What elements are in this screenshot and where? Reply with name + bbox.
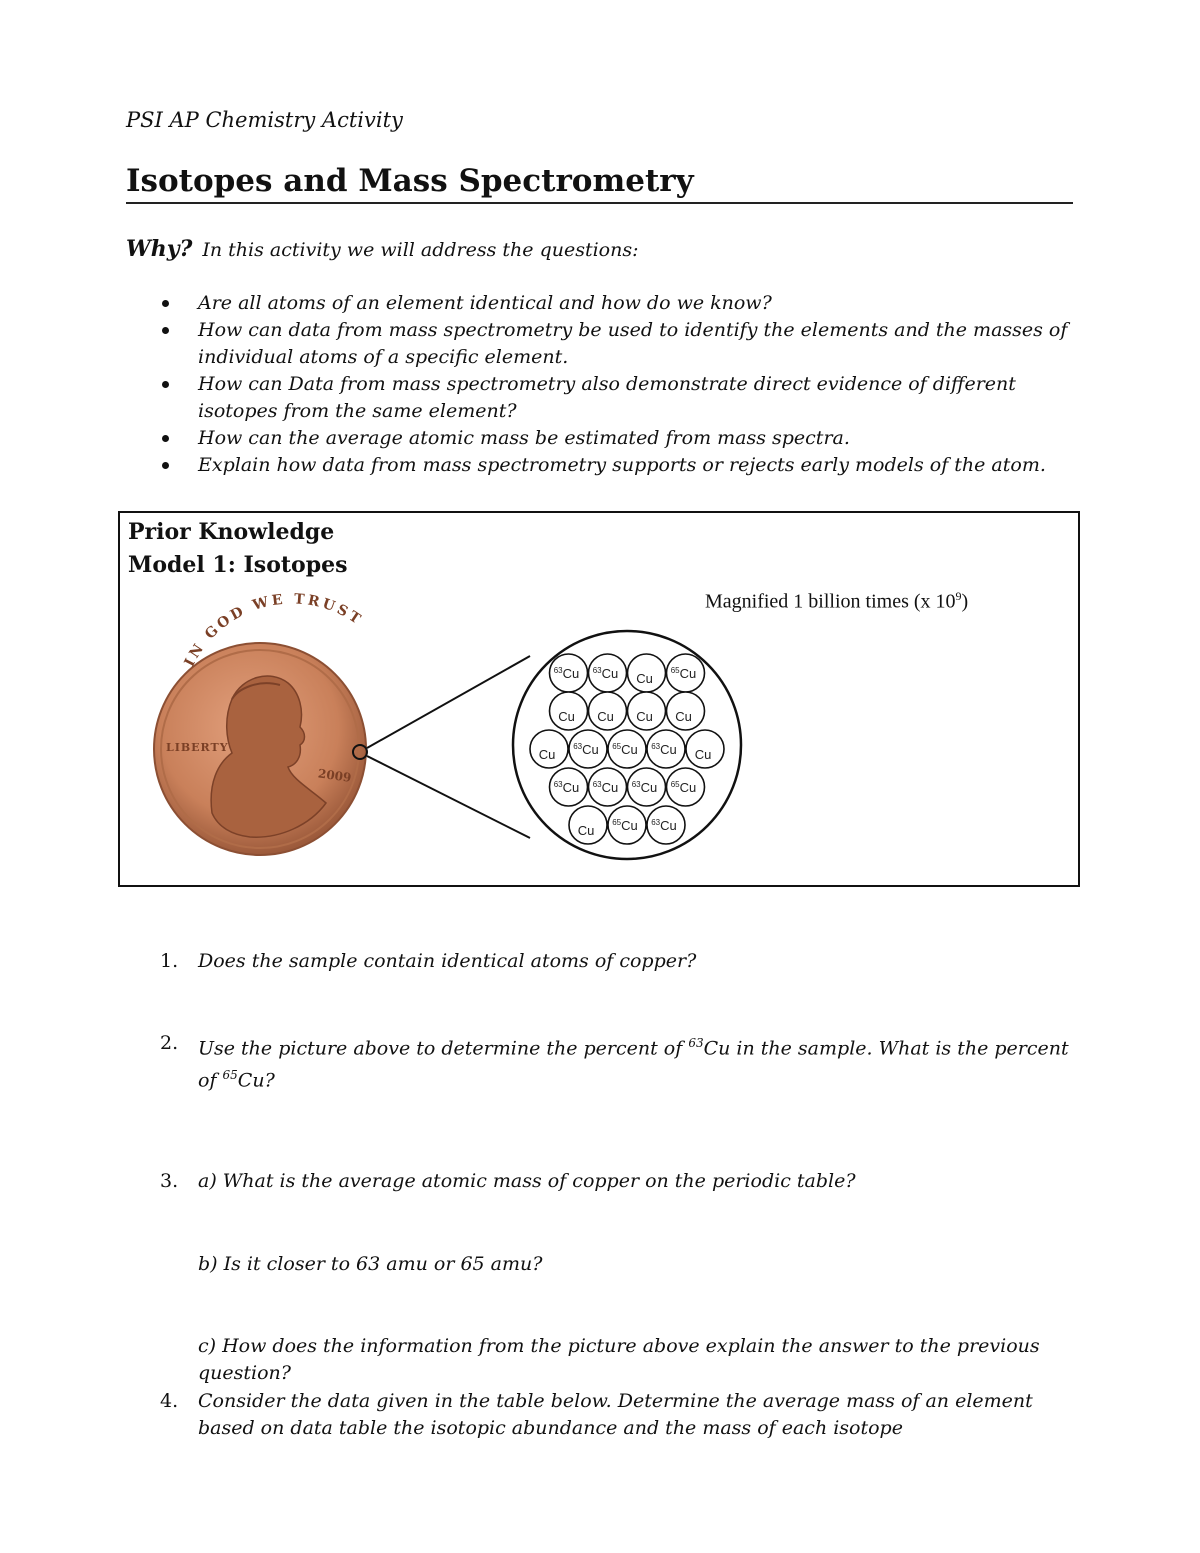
why-label: Why? <box>126 236 193 262</box>
cu-atom-label: Cu <box>577 823 595 838</box>
cu-atom-label: Cu <box>538 747 556 762</box>
list-item: Are all atoms of an element identical and how do we know? <box>160 290 1080 317</box>
cu-atom <box>628 654 666 692</box>
bullet-icon <box>162 327 169 334</box>
question-4: 4. Consider the data given in the table below. Determine the average mass of an element based on data table the isotopic abundance and the mass of each isotope <box>160 1390 1033 1439</box>
prior-knowledge-heading: Prior Knowledge <box>128 519 335 545</box>
cu-atom-label: $^{65}$Cu <box>670 780 697 795</box>
cu-atom <box>686 730 724 768</box>
cu-atom <box>550 692 588 730</box>
list-item: Explain how data from mass spectrometry supports or rejects early models of the atom. <box>160 452 1080 479</box>
cu-atom <box>667 654 705 692</box>
cu-atom-label: $^{65}$Cu <box>612 818 638 833</box>
cu-atom-label: $^{63}$Cu <box>651 742 677 757</box>
cu-atom <box>608 730 646 768</box>
question-3c: c) How does the information from the picture above explain the answer to the previous question? <box>198 1335 1040 1384</box>
coin-year: 2009 <box>317 766 353 785</box>
list-item: How can Data from mass spectrometry also demonstrate direct evidence of different isotopes from the same element? <box>160 371 1080 425</box>
cu-atom <box>647 806 685 844</box>
cu-atom <box>550 654 588 692</box>
bullet-icon <box>162 462 169 469</box>
coin-motto: IN GOD WE TRUST <box>181 591 366 670</box>
cu-atom <box>667 768 705 806</box>
magnification-label: Magnified 1 billion times (x $10^9$) <box>705 589 969 613</box>
question-3a: 3. a) What is the average atomic mass of copper on the periodic table? <box>160 1170 856 1192</box>
cu-atom <box>550 768 588 806</box>
header-label: PSI AP Chemistry Activity <box>126 108 403 132</box>
question-3b: b) Is it closer to 63 amu or 65 amu? <box>198 1253 543 1275</box>
cu-atom <box>628 768 666 806</box>
bullet-icon <box>162 300 169 307</box>
penny-image <box>154 591 366 855</box>
cu-atom <box>628 692 666 730</box>
cu-atom-label: Cu <box>597 709 614 724</box>
list-item: How can the average atomic mass be estimated from mass spectra. <box>160 425 1080 452</box>
cu-atom-label: Cu <box>636 709 653 724</box>
coin-liberty: LIBERTY <box>166 741 229 754</box>
cu-atom-label: Cu <box>636 671 653 686</box>
cu-atom <box>589 692 627 730</box>
cu-atom-label: $^{63}$Cu <box>553 666 580 681</box>
cu-atom-label: $^{63}$Cu <box>553 780 580 795</box>
list-item: How can data from mass spectrometry be used to identify the elements and the masses of individual atoms of a specific element. <box>160 317 1080 371</box>
cu-atom-label: Cu <box>694 747 712 762</box>
zoom-line-top <box>367 656 530 748</box>
isotope-figure <box>120 513 1078 885</box>
cu-atom <box>647 730 685 768</box>
cu-atom-label: Cu <box>675 709 692 724</box>
question-2: 2. Use the picture above to determine the percent of $^{63}$Cu in the sample. What is the percent of $^{65}$Cu? <box>160 1032 1069 1092</box>
cu-atom <box>589 768 627 806</box>
cu-atom <box>589 654 627 692</box>
cu-atom <box>569 806 607 844</box>
cu-atom <box>608 806 646 844</box>
question-1: 1. Does the sample contain identical atoms of copper? <box>160 950 697 972</box>
cu-atom <box>569 730 607 768</box>
bullet-icon <box>162 381 169 388</box>
cu-atom-label: $^{63}$Cu <box>573 742 599 757</box>
cu-atom-label: $^{63}$Cu <box>651 818 677 833</box>
title-underline <box>126 202 1073 204</box>
cu-atom-label: $^{63}$Cu <box>592 666 619 681</box>
bullet-icon <box>162 435 169 442</box>
cu-atom-label: Cu <box>558 709 575 724</box>
why-line <box>126 236 639 262</box>
model-heading: Model 1: Isotopes <box>128 552 348 578</box>
cu-atom-label: $^{63}$Cu <box>592 780 619 795</box>
cu-atom-label: $^{65}$Cu <box>670 666 697 681</box>
cu-atom-label: $^{65}$Cu <box>612 742 638 757</box>
cu-atom <box>667 692 705 730</box>
cu-atom-label: $^{63}$Cu <box>631 780 658 795</box>
cu-atom <box>530 730 568 768</box>
model-box <box>118 511 1080 887</box>
why-intro: In this activity we will address the questions: <box>202 239 639 261</box>
zoom-line-bottom <box>367 756 530 838</box>
question-bullet-list <box>160 290 1080 479</box>
page-title: Isotopes and Mass Spectrometry <box>126 163 694 199</box>
